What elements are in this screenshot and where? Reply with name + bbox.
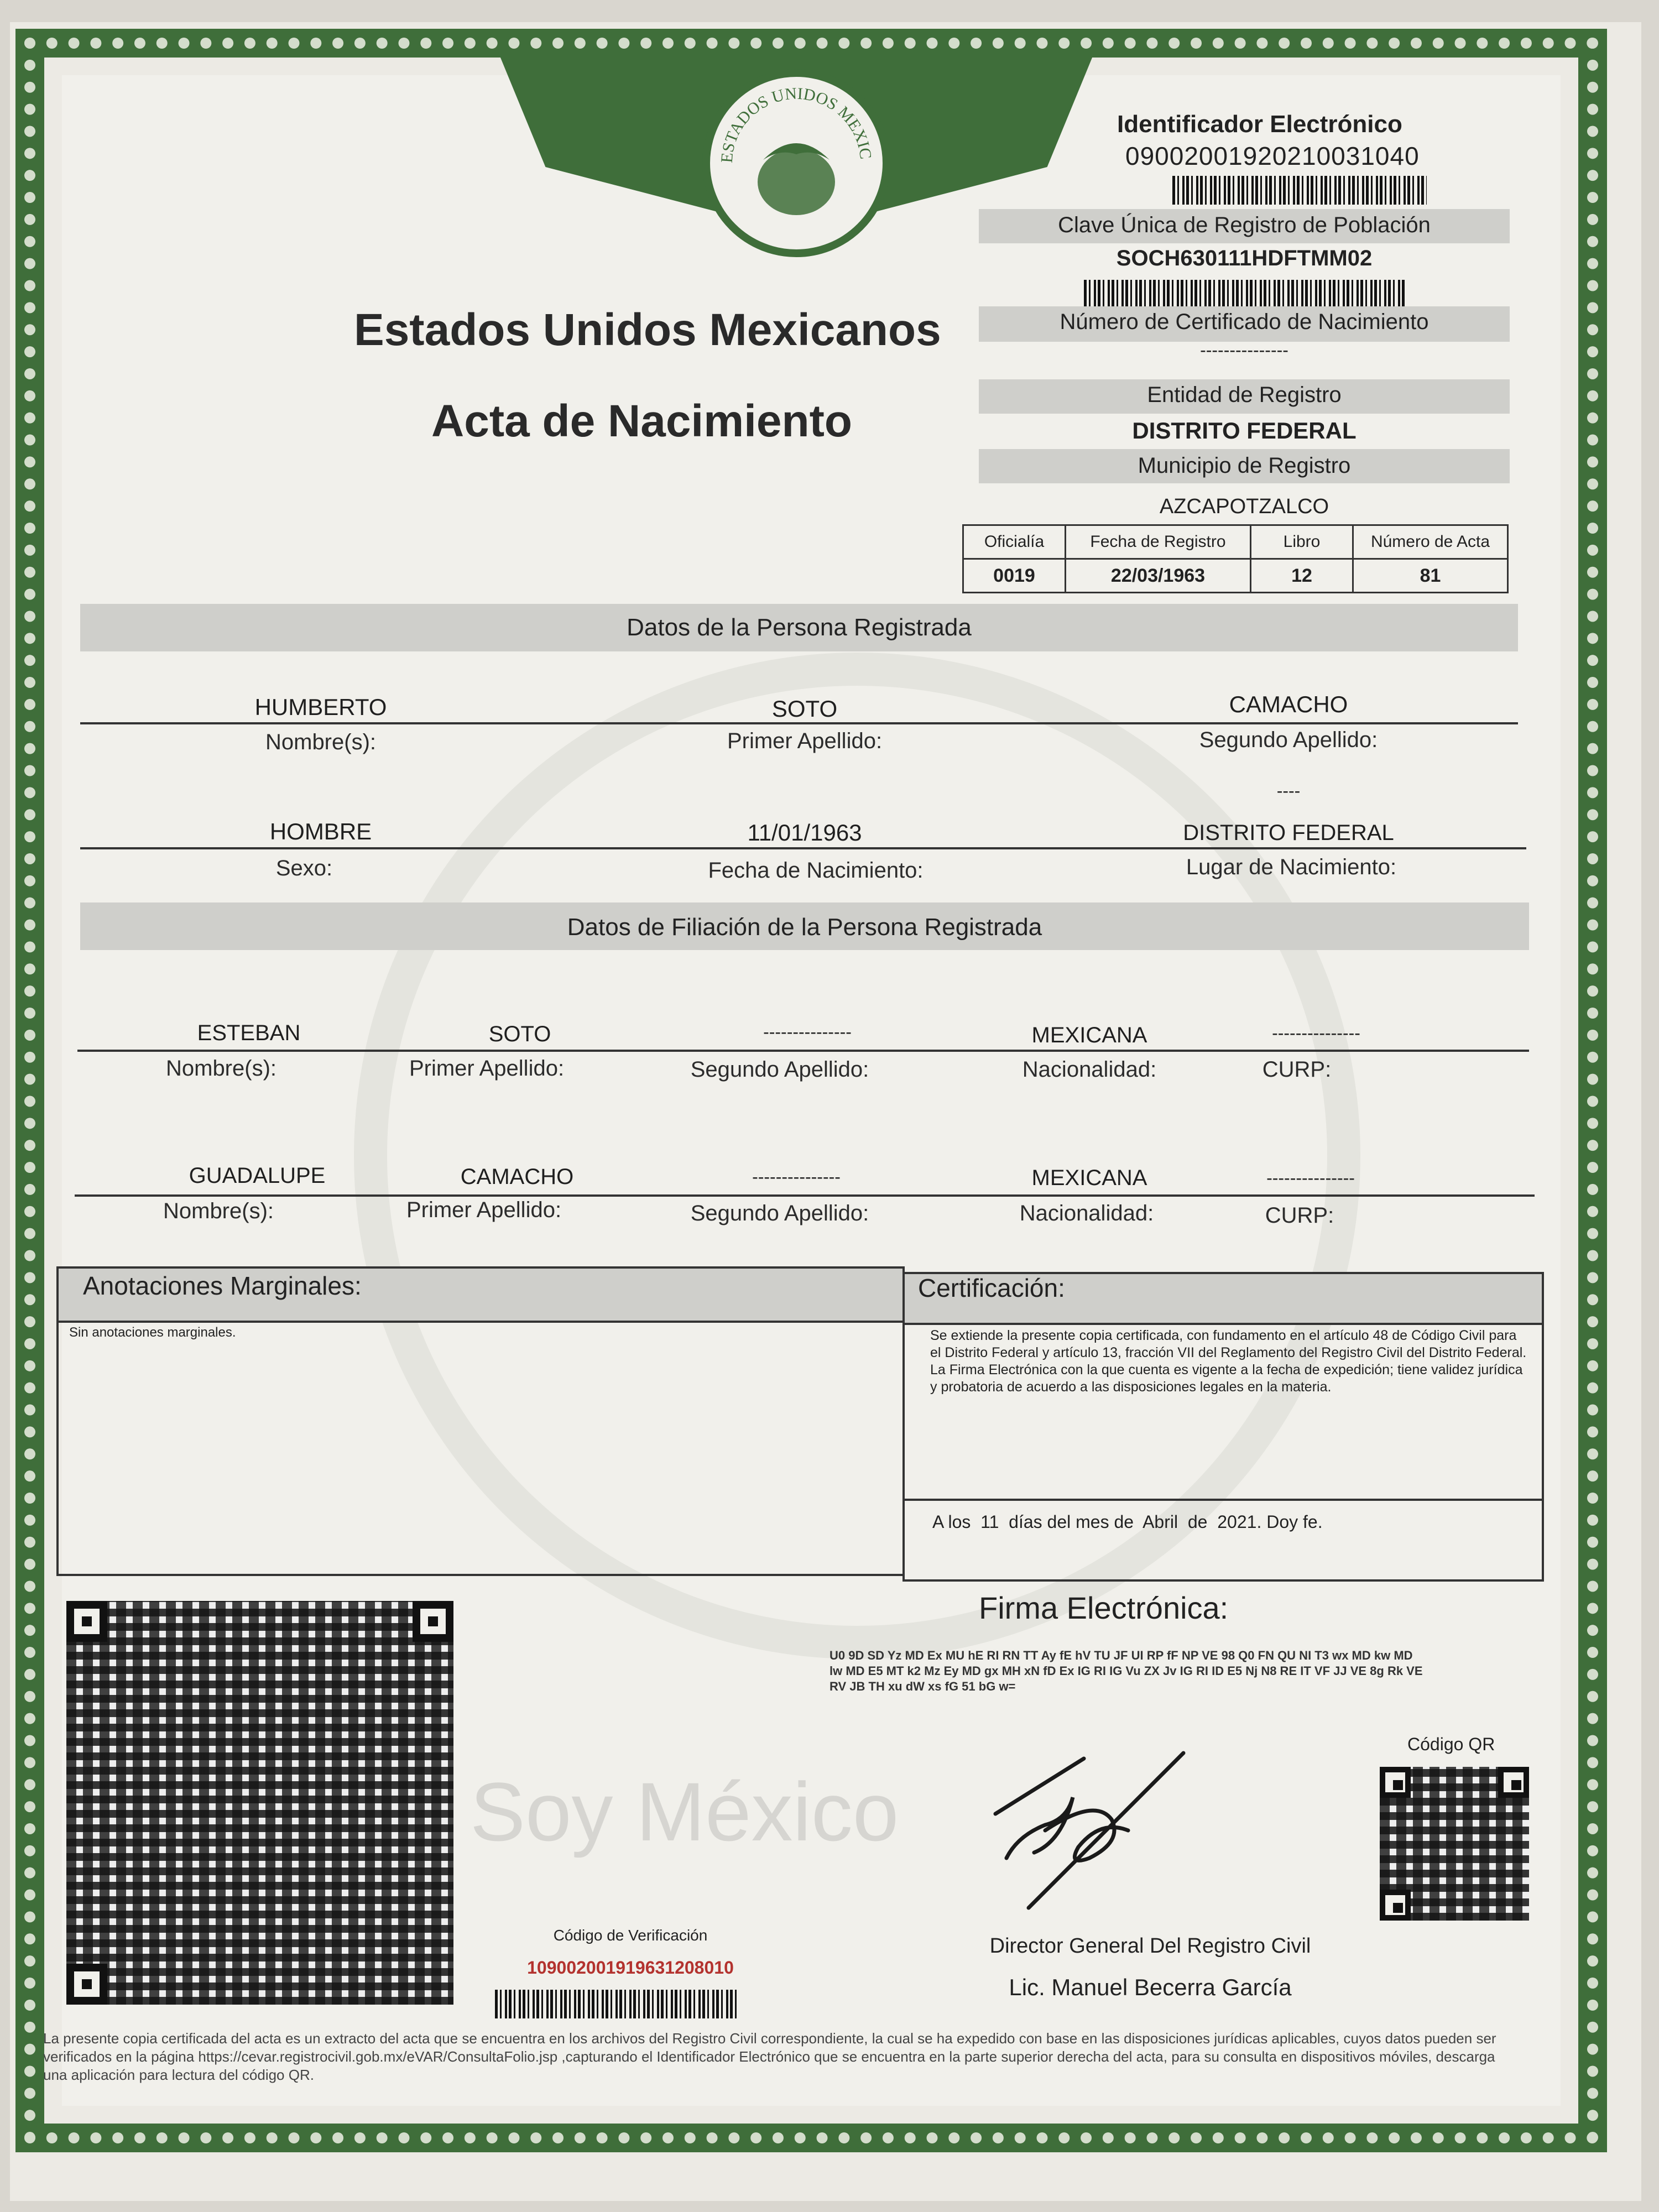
filiacion-section-title: Datos de Filiación de la Persona Registrada bbox=[567, 914, 1042, 941]
sexo-label: Sexo: bbox=[275, 856, 333, 880]
curp-label: Clave Única de Registro de Población bbox=[1058, 213, 1431, 237]
madre-nombre: GUADALUPE bbox=[189, 1164, 326, 1188]
cert-value: --------------- bbox=[1200, 340, 1288, 360]
municipio-label: Municipio de Registro bbox=[1138, 453, 1351, 478]
municipio-value: AZCAPOTZALCO bbox=[1159, 495, 1329, 518]
anotaciones-text: Sin anotaciones marginales. bbox=[69, 1325, 236, 1340]
qr-finder-icon bbox=[413, 1601, 453, 1642]
madre-nacionalidad: MEXICANA bbox=[1031, 1166, 1147, 1190]
seal-text: ESTADOS UNIDOS MEXIC bbox=[717, 84, 875, 164]
segundo-apellido-label: Segundo Apellido: bbox=[1199, 728, 1378, 752]
watermark-text: Soy México bbox=[470, 1765, 899, 1858]
handwritten-signature-icon bbox=[984, 1747, 1217, 1924]
table-header-cell: Oficialía bbox=[963, 525, 1066, 559]
table-header-cell: Número de Acta bbox=[1353, 525, 1508, 559]
verificacion-barcode bbox=[495, 1990, 738, 2018]
table-row bbox=[963, 559, 1508, 593]
curp-value: SOCH630111HDFTMM02 bbox=[1116, 246, 1373, 270]
table-cell: 81 bbox=[1353, 559, 1508, 593]
table-cell: 12 bbox=[1251, 559, 1353, 593]
madre-nombre-label: Nombre(s): bbox=[163, 1199, 274, 1223]
eagle-seal-icon bbox=[710, 77, 883, 249]
madre-primer-label: Primer Apellido: bbox=[406, 1198, 562, 1222]
fecha-nacimiento-label: Fecha de Nacimiento: bbox=[708, 858, 924, 883]
firma-qr-label: Código QR bbox=[1407, 1734, 1495, 1754]
firma-hash: U0 9D SD Yz MD Ex MU hE RI RN TT Ay fE hV TU JF UI RP fF NP VE 98 Q0 FN QU NI T3 wx MD kw MD lw MD E5 MT k2 Mz Ey MD gx MH xN fD Ex IG RI IG Vu ZX Jv IG RI ID E5 Nj N8 RE IT VF JJ VE 8g Rk VE RV JB TH xu dW xs fG 51 bG w= bbox=[830, 1648, 1423, 1693]
firma-title: Firma Electrónica: bbox=[979, 1590, 1229, 1625]
verificacion-value: 109002001919631208010 bbox=[527, 1958, 734, 1978]
madre-segundo-label: Segundo Apellido: bbox=[690, 1201, 869, 1225]
table-cell: 0019 bbox=[963, 559, 1066, 593]
firma-cargo: Director General Del Registro Civil bbox=[989, 1934, 1311, 1958]
cert-label: Número de Certificado de Nacimiento bbox=[1060, 310, 1429, 334]
qr-finder-icon bbox=[1380, 1890, 1411, 1921]
qr-finder-icon bbox=[1498, 1767, 1529, 1798]
primer-apellido-label: Primer Apellido: bbox=[727, 729, 883, 753]
curp-barcode bbox=[1084, 280, 1405, 306]
ident-value: 09002001920210031040 bbox=[1125, 142, 1420, 170]
anotaciones-title: Anotaciones Marginales: bbox=[83, 1271, 362, 1300]
padre-segundo-label: Segundo Apellido: bbox=[690, 1057, 869, 1082]
madre-curp-label: CURP: bbox=[1265, 1203, 1334, 1228]
coat-of-arms-seal bbox=[702, 69, 890, 257]
persona-name-line bbox=[80, 722, 1518, 724]
persona-primer-apellido: SOTO bbox=[771, 696, 838, 722]
persona-segundo-apellido: CAMACHO bbox=[1229, 691, 1348, 717]
qr-finder-icon bbox=[66, 1601, 107, 1642]
qr-finder-icon bbox=[1380, 1767, 1411, 1798]
firma-nombre: Lic. Manuel Becerra García bbox=[1009, 1974, 1292, 2000]
verificacion-label: Código de Verificación bbox=[553, 1927, 708, 1944]
entidad-label: Entidad de Registro bbox=[1147, 383, 1342, 407]
madre-line bbox=[75, 1194, 1535, 1197]
entidad-value: DISTRITO FEDERAL bbox=[1132, 418, 1357, 444]
ident-barcode bbox=[1172, 176, 1427, 205]
madre-primer-apellido: CAMACHO bbox=[460, 1165, 574, 1189]
certificacion-divider bbox=[905, 1323, 1542, 1325]
persona-birth-line bbox=[80, 847, 1526, 849]
madre-segundo-apellido: --------------- bbox=[752, 1167, 841, 1187]
persona-lugar-nacimiento: DISTRITO FEDERAL bbox=[1183, 821, 1394, 845]
padre-segundo-apellido: --------------- bbox=[763, 1022, 852, 1042]
padre-nacionalidad: MEXICANA bbox=[1031, 1023, 1147, 1047]
persona-section-title: Datos de la Persona Registrada bbox=[627, 614, 972, 641]
persona-nombre: HUMBERTO bbox=[254, 694, 387, 720]
nombre-label: Nombre(s): bbox=[265, 730, 377, 754]
table-row bbox=[963, 525, 1508, 559]
document-title: Acta de Nacimiento bbox=[431, 396, 852, 446]
padre-curp: --------------- bbox=[1272, 1023, 1360, 1043]
table-header-cell: Libro bbox=[1251, 525, 1353, 559]
madre-nacionalidad-label: Nacionalidad: bbox=[1019, 1201, 1154, 1225]
persona-curp-dash: ---- bbox=[1276, 781, 1301, 801]
padre-nacionalidad-label: Nacionalidad: bbox=[1022, 1057, 1157, 1082]
padre-nombre: ESTEBAN bbox=[197, 1021, 301, 1045]
persona-fecha-nacimiento: 11/01/1963 bbox=[747, 820, 862, 846]
anotaciones-divider bbox=[59, 1321, 902, 1323]
lugar-nacimiento-label: Lugar de Nacimiento: bbox=[1186, 855, 1397, 879]
padre-primer-label: Primer Apellido: bbox=[409, 1056, 565, 1081]
padre-line bbox=[77, 1050, 1529, 1052]
footer-legal-text: La presente copia certificada del acta es un extracto del acta que se encuentra en los archivos del Registro Civil correspondiente, la cual se ha expedido con base en las disposiciones jurídicas aplicables, cuyos datos pueden ser verificados en la página https://cevar.registrocivil.gob.mx/eVAR/ConsultaFolio.jsp ,capturando el Identificador Electrónico que se encuentra en la parte superior derecha del acta, para su consulta en dispositivos móviles, descarga una aplicación para lectura del código QR. bbox=[43, 2030, 1496, 2083]
table-header-cell: Fecha de Registro bbox=[1066, 525, 1251, 559]
madre-curp: --------------- bbox=[1266, 1168, 1355, 1188]
padre-curp-label: CURP: bbox=[1262, 1057, 1332, 1082]
certificacion-date-divider bbox=[905, 1499, 1542, 1501]
padre-nombre-label: Nombre(s): bbox=[165, 1056, 277, 1081]
persona-sexo: HOMBRE bbox=[269, 818, 372, 844]
ident-label: Identificador Electrónico bbox=[1117, 111, 1402, 138]
verification-qr-code[interactable] bbox=[66, 1601, 453, 2005]
padre-primer-apellido: SOTO bbox=[488, 1022, 551, 1046]
country-title: Estados Unidos Mexicanos bbox=[354, 305, 941, 355]
registration-table bbox=[962, 524, 1509, 593]
certificacion-fecha: A los 11 días del mes de Abril de 2021. Doy fe. bbox=[932, 1512, 1323, 1532]
certificacion-title: Certificación: bbox=[918, 1274, 1065, 1302]
certificacion-text: Se extiende la presente copia certificada, con fundamento en el artículo 48 de Código Civil para el Distrito Federal y artículo 13, fracción VII del Reglamento del Registro Civil del Distrito Federal. La Firma Electrónica con la que cuenta es vigente a la fecha de expedición; tiene validez jurídica y probatoria de acuerdo a las disposiciones legales en la materia. bbox=[930, 1328, 1527, 1395]
qr-finder-icon bbox=[66, 1964, 107, 2005]
table-cell: 22/03/1963 bbox=[1066, 559, 1251, 593]
